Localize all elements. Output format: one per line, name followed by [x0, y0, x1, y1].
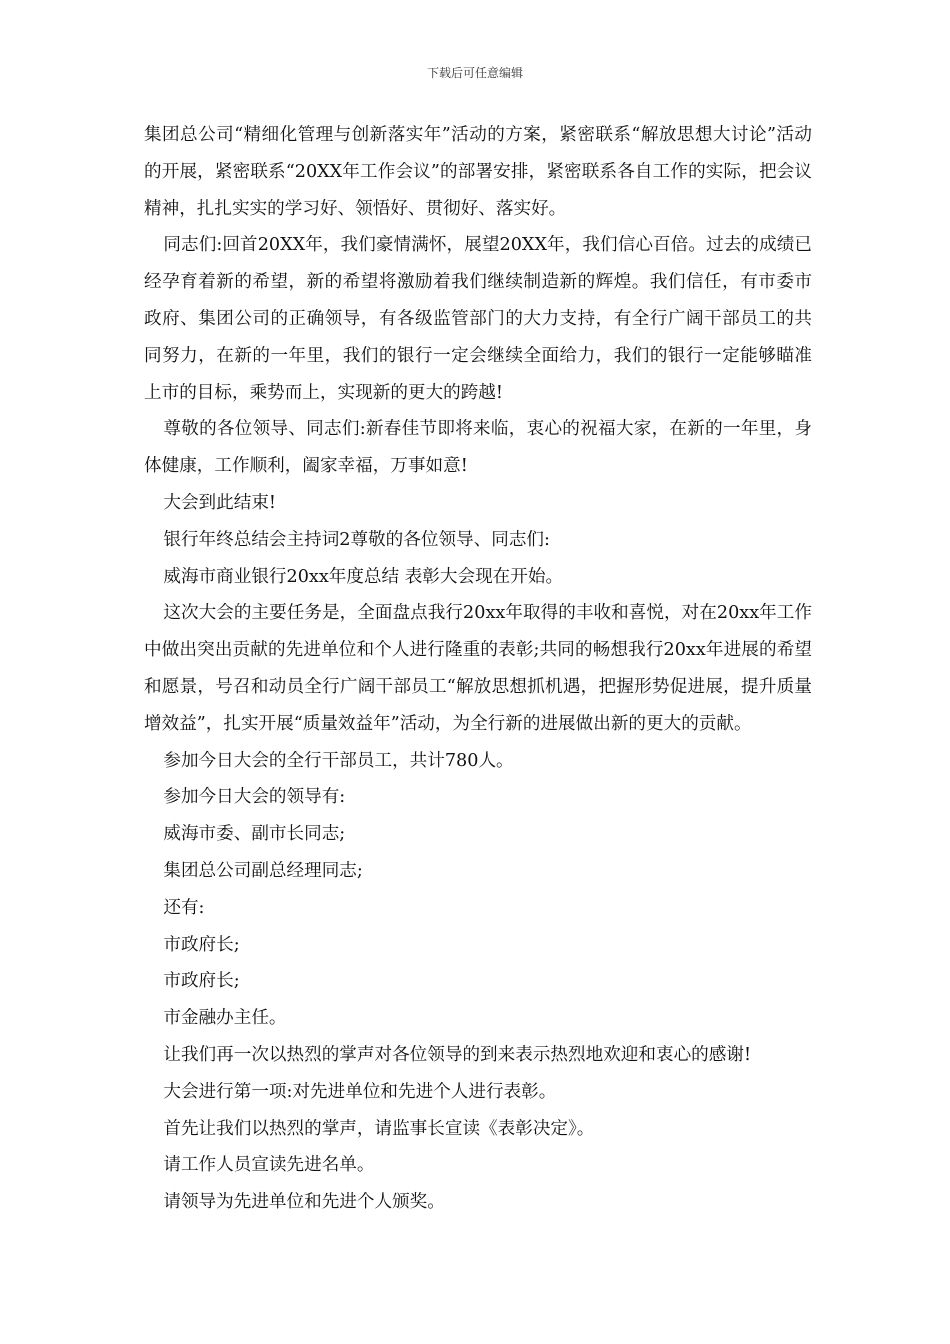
paragraph: 大会到此结束!: [163, 492, 276, 513]
paragraph: 同志们:回首20XX年，我们豪情满怀，展望20XX年，我们信心百倍。过去的成绩已经孕育着新的希望，新的希望将激励着我们继续制造新的辉煌。我们信任，有市委市政府、集团公司的正确领导，有各级监管部门的大力支持，有全行广阔干部员工的共同努力，在新的一年里，我们的银行一定会继续全面给力，我们的银行一定能够瞄准上市的目标，乘势而上，实现新的更大的跨越!: [144, 235, 812, 403]
paragraph: 市政府长;: [163, 971, 240, 992]
page-header-note: 下载后可任意编辑: [426, 66, 523, 80]
paragraph: 银行年终总结会主持词2尊敬的各位领导、同志们:: [163, 529, 550, 550]
paragraph: 参加今日大会的领导有:: [163, 787, 346, 808]
paragraph: 威海市委、副市长同志;: [163, 824, 346, 845]
paragraph: 威海市商业银行20xx年度总结 表彰大会现在开始。: [163, 566, 564, 587]
paragraph: 市金融办主任。: [163, 1008, 287, 1029]
paragraph: 这次大会的主要任务是，全面盘点我行20xx年取得的丰收和喜悦，对在20xx年工作中做出突出贡献的先进单位和个人进行隆重的表彰;共同的畅想我行20xx年进展的希望和愿景，号召和动员全行广阔干部员工“解放思想抓机遇，把握形势促进展，提升质量增效益”，扎实开展“质量效益年”活动，为全行新的进展做出新的更大的贡献。: [144, 603, 812, 734]
paragraph: 集团总公司副总经理同志;: [163, 860, 363, 881]
paragraph: 大会进行第一项:对先进单位和先进个人进行表彰。: [163, 1081, 557, 1102]
document-body: [144, 117, 812, 1221]
paragraph: 参加今日大会的全行干部员工，共计780人。: [163, 750, 514, 771]
paragraph: 让我们再一次以热烈的掌声对各位领导的到来表示热烈地欢迎和衷心的感谢!: [163, 1044, 752, 1065]
paragraph: 市政府长;: [163, 934, 240, 955]
paragraph: 请领导为先进单位和先进个人颁奖。: [163, 1192, 445, 1213]
paragraph: 请工作人员宣读先进名单。: [163, 1155, 375, 1176]
paragraph: 首先让我们以热烈的掌声，请监事长宣读《表彰决定》。: [163, 1118, 595, 1139]
paragraph: 还有:: [163, 897, 205, 918]
paragraph: 尊敬的各位领导、同志们:新春佳节即将来临，衷心的祝福大家，在新的一年里，身体健康，工作顺利，阖家幸福，万事如意!: [144, 419, 812, 477]
paragraph: 集团总公司“精细化管理与创新落实年”活动的方案，紧密联系“解放思想大讨论”活动的开展，紧密联系“20XX年工作会议”的部署安排，紧密联系各自工作的实际，把会议精神，扎扎实实的学习好、领悟好、贯彻好、落实好。: [144, 125, 812, 219]
